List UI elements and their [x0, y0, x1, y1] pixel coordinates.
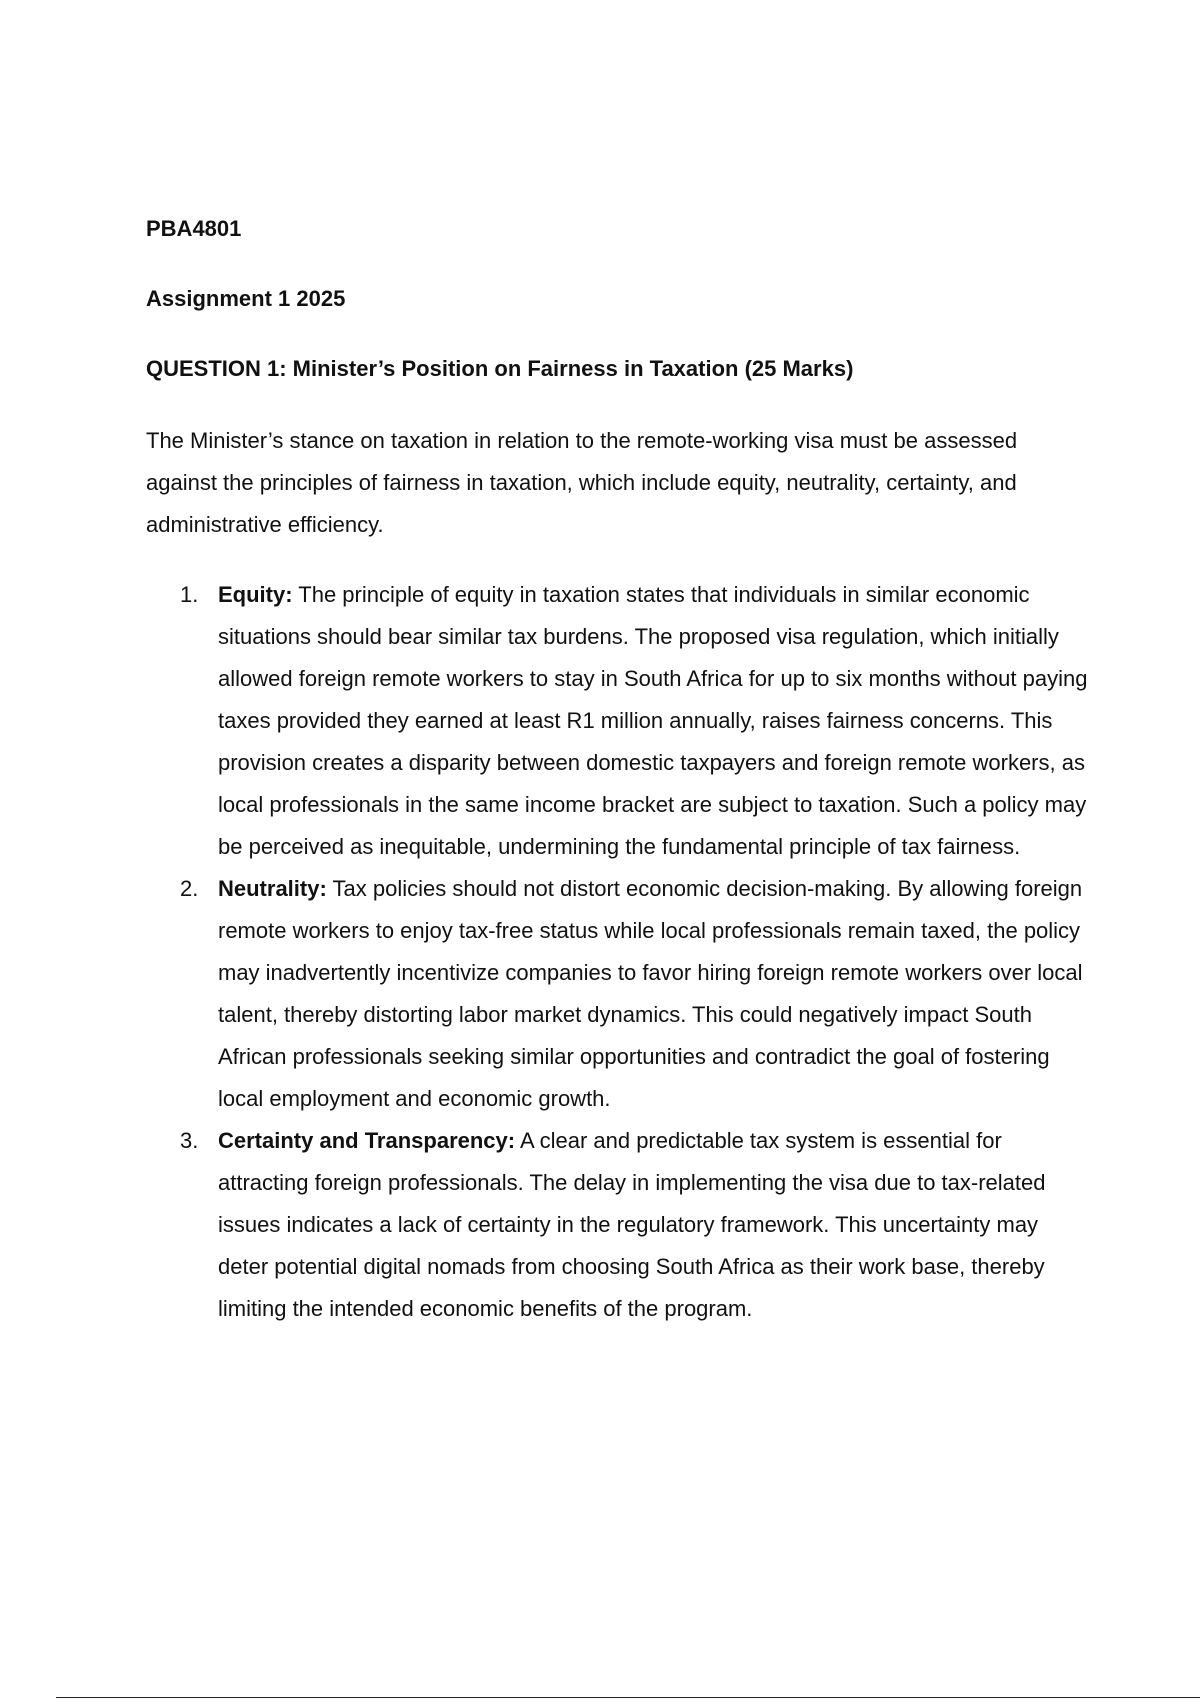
term-description: A clear and predictable tax system is essential for attracting foreign professionals. The delay in implementing the visa due to tax-related issues indicates a lack of certainty in the regulatory framework. This uncertainty may deter potential digital nomads from choosing South Africa as their work base, thereby limiting the intended economic benefits of the program.: [218, 1128, 1046, 1321]
question-heading: QUESTION 1: Minister’s Position on Fairness in Taxation (25 Marks): [146, 356, 854, 381]
term-label: Equity:: [218, 582, 293, 607]
term-label: Certainty and Transparency:: [218, 1128, 516, 1153]
list-number: 2.: [180, 876, 199, 901]
list-item-equity: [146, 574, 1092, 868]
principles-list: [146, 574, 1092, 1330]
term-label: Neutrality:: [218, 876, 327, 901]
list-number: 3.: [180, 1128, 199, 1153]
course-code: PBA4801: [146, 216, 242, 241]
document-page: [146, 210, 1092, 1330]
term-description: The principle of equity in taxation states that individuals in similar economic situations should bear similar tax burdens. The proposed visa regulation, which initially allowed foreign remote workers to stay in South Africa for up to six months without paying taxes provided they earned at least R1 million annually, raises fairness concerns. This provision creates a disparity between domestic taxpayers and foreign remote workers, as local professionals in the same income bracket are subject to taxation. Such a policy may be perceived as inequitable, undermining the fundamental principle of tax fairness.: [218, 582, 1088, 859]
list-number: 1.: [180, 582, 199, 607]
list-item-neutrality: [146, 868, 1092, 1120]
assignment-title: Assignment 1 2025: [146, 286, 346, 311]
list-item-certainty: [146, 1120, 1092, 1330]
footer-divider: [56, 1697, 1200, 1698]
term-description: Tax policies should not distort economic decision-making. By allowing foreign remote workers to enjoy tax-free status while local professionals remain taxed, the policy may inadvertently incentivize companies to favor hiring foreign remote workers over local talent, thereby distorting labor market dynamics. This could negatively impact South African professionals seeking similar opportunities and contradict the goal of fostering local employment and economic growth.: [218, 876, 1083, 1111]
intro-paragraph: The Minister’s stance on taxation in relation to the remote-working visa must be assessed against the principles of fairness in taxation, which include equity, neutrality, certainty, and administrative efficiency.: [146, 428, 1018, 537]
